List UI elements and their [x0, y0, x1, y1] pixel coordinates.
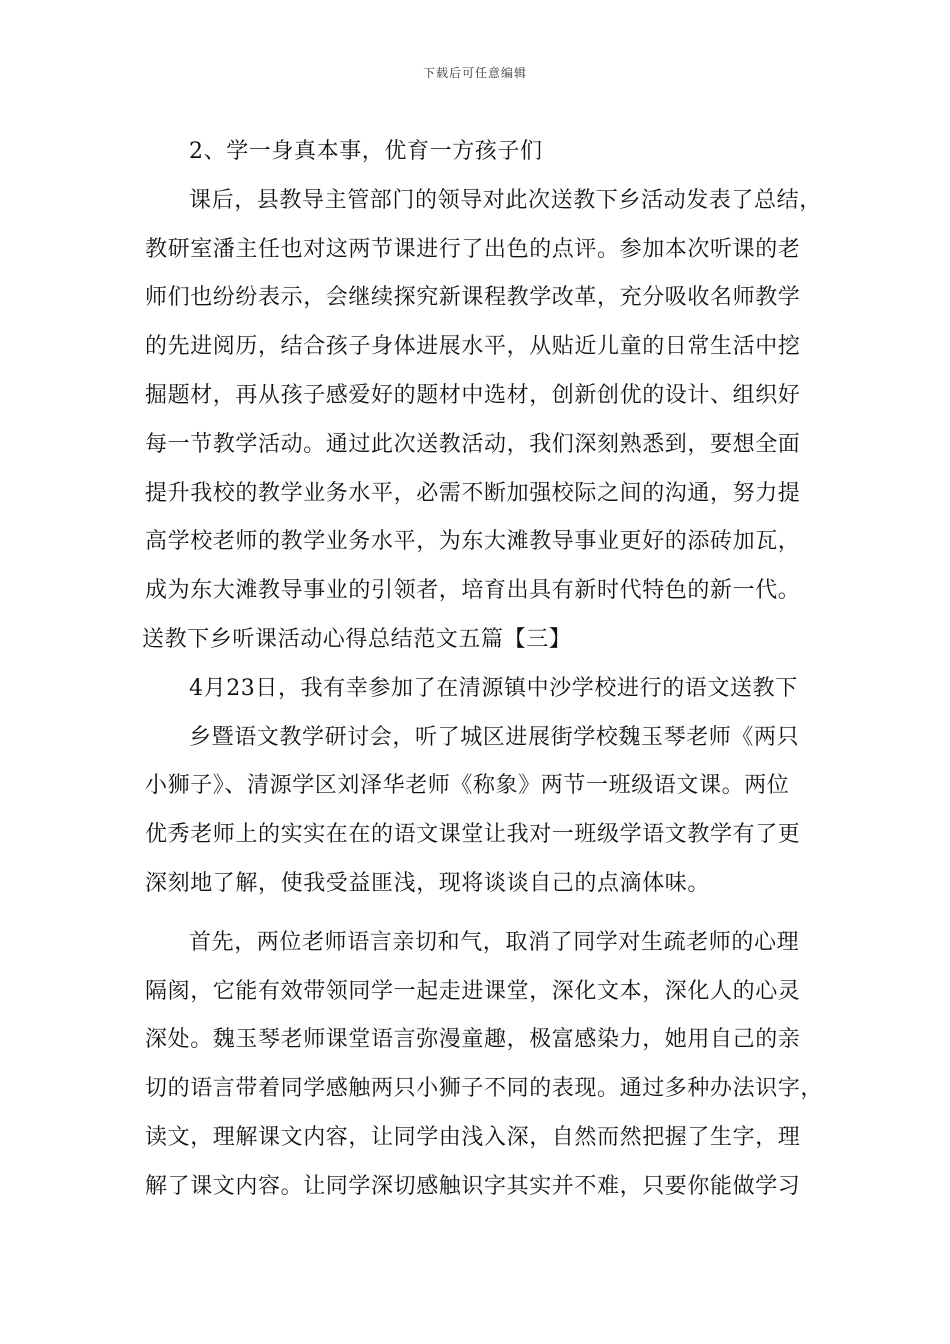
paragraph-line: 乡暨语文教学研讨会，听了城区进展街学校魏玉琴老师《两只	[189, 724, 800, 750]
section-heading: 送教下乡听课活动心得总结范文五篇【三】	[142, 626, 572, 652]
paragraph-line: 隔阂，它能有效带领同学一起走进课堂，深化文本，深化人的心灵	[145, 978, 801, 1004]
paragraph-line: 每一节教学活动。通过此次送教活动，我们深刻熟悉到，要想全面	[145, 431, 801, 457]
paragraph-line: 师们也纷纷表示，会继续探究新课程教学改革，充分吸收名师教学	[145, 285, 801, 311]
paragraph-line: 高学校老师的教学业务水平，为东大滩教导事业更好的添砖加瓦，	[145, 529, 801, 555]
paragraph-gap	[145, 909, 825, 919]
paragraph-line: 教研室潘主任也对这两节课进行了出色的点评。参加本次听课的老	[145, 236, 801, 262]
paragraph-line: 首先，两位老师语言亲切和气，取消了同学对生疏老师的心理	[189, 929, 800, 955]
paragraph-line: 4月23日，我有幸参加了在清源镇中沙学校进行的语文送教下	[189, 675, 798, 701]
paragraph-line: 成为东大滩教导事业的引领者，培育出具有新时代特色的新一代。	[145, 578, 801, 604]
document-body	[142, 128, 825, 1212]
paragraph-line: 掘题材，再从孩子感爱好的题材中选材，创新创优的设计、组织好	[145, 382, 801, 408]
paragraph-line: 小狮子》、清源学区刘泽华老师《称象》两节一班级语文课。两位	[145, 773, 790, 799]
paragraph-line: 切的语言带着同学感触两只小狮子不同的表现。通过多种办法识字，	[145, 1076, 824, 1102]
paragraph-line: 提升我校的教学业务水平，必需不断加强校际之间的沟通，努力提	[145, 480, 801, 506]
paragraph-line: 深处。魏玉琴老师课堂语言弥漫童趣，极富感染力，她用自己的亲	[145, 1027, 801, 1053]
paragraph-line: 优秀老师上的实实在在的语文课堂让我对一班级学语文教学有了更	[145, 822, 801, 848]
section-title: 2、学一身真本事，优育一方孩子们	[189, 139, 543, 164]
paragraph-line: 的先进阅历，结合孩子身体进展水平，从贴近儿童的日常生活中挖	[145, 334, 801, 360]
paragraph-analysis	[145, 919, 825, 1212]
paragraph-intro	[145, 665, 825, 909]
paragraph-line: 课后，县教导主管部门的领导对此次送教下乡活动发表了总结，	[189, 187, 822, 213]
paragraph-line: 深刻地了解，使我受益匪浅，现将谈谈自己的点滴体味。	[145, 870, 711, 896]
paragraph-line: 读文，理解课文内容，让同学由浅入深，自然而然把握了生字，理	[145, 1124, 801, 1150]
paragraph-summary	[145, 177, 825, 616]
page-header: 下载后可任意编辑	[422, 66, 527, 80]
paragraph-line: 解了课文内容。让同学深切感触识字其实并不难，只要你能做学习	[145, 1173, 801, 1199]
